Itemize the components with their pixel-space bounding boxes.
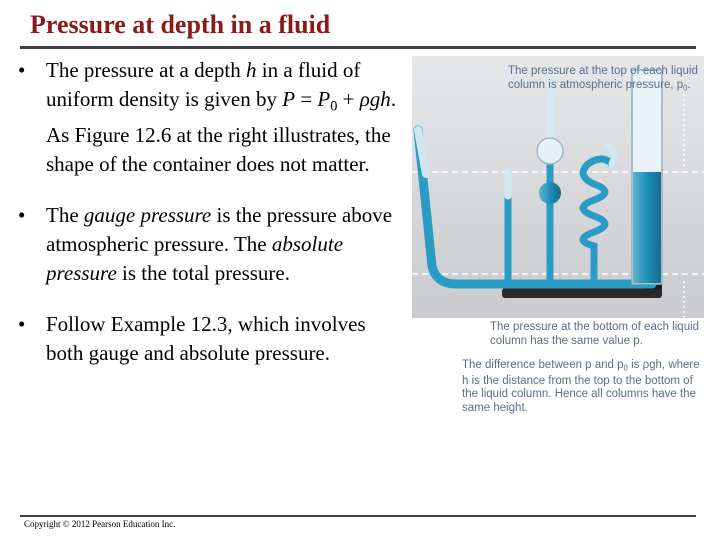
caption-text: The pressure at the top of each liquid column is atmospheric pressure, p — [508, 65, 698, 91]
subscript-zero: 0 — [330, 98, 338, 115]
bullet-text: Follow Example 12.3, which involves both gauge and absolute pressure. — [46, 312, 366, 366]
wide-column-liquid — [633, 172, 661, 283]
liquid-bulb-lower — [539, 182, 561, 204]
variable-P0: P — [317, 87, 331, 111]
glass-bulb-upper — [537, 138, 563, 164]
subscript-zero: 0 — [623, 363, 628, 373]
term-absolute-pressure: absolute pressure — [46, 232, 344, 286]
caption-text: . — [687, 78, 691, 91]
bullet-text: . As Figure 12.6 at the right illustrates, the shape of the container does not matter. — [46, 87, 397, 177]
variable-rho-g-h: ρgh — [359, 87, 391, 111]
bullet-text: is the total pressure. — [116, 261, 290, 286]
figure-connected-vessels — [412, 56, 704, 318]
variable-P: P — [282, 87, 296, 111]
bullet-text: The — [46, 203, 84, 228]
term-gauge-pressure: gauge pressure — [83, 203, 212, 228]
caption-bottom-pressure: The pressure at the bottom of each liquid column has the same value p. — [490, 321, 700, 347]
slide-title: Pressure at depth in a fluid — [30, 10, 331, 39]
stand-base — [502, 288, 662, 298]
copyright-notice: Copyright © 2012 Pearson Education Inc. — [24, 519, 176, 529]
caption-text: is ρgh, where h is the distance from the top to the bottom of the liquid column. Hence all columns have the same height. — [462, 359, 700, 414]
caption-top-pressure — [508, 65, 708, 94]
bullet-list — [18, 56, 398, 390]
title-divider — [20, 46, 696, 49]
equals-sign: = — [295, 87, 318, 111]
plus-sign: + — [337, 87, 360, 111]
caption-text: The difference between p and p — [462, 359, 624, 371]
bullet-example — [18, 310, 398, 368]
bullet-text: in a fluid of uniform density is given by — [46, 58, 361, 111]
bullet-text: The pressure at a depth — [46, 58, 247, 82]
bullet-text: is the pressure above atmospheric pressure. The — [46, 203, 393, 257]
subscript-zero: 0 — [683, 82, 688, 92]
bullet-marker: • — [18, 203, 26, 228]
bullet-marker: • — [18, 312, 26, 337]
footer-divider — [20, 515, 696, 517]
caption-pressure-difference — [462, 359, 706, 415]
bullet-pressure-depth — [18, 56, 398, 179]
bullet-marker: • — [18, 58, 26, 82]
variable-h: h — [246, 58, 257, 82]
bullet-gauge-pressure — [18, 201, 398, 288]
